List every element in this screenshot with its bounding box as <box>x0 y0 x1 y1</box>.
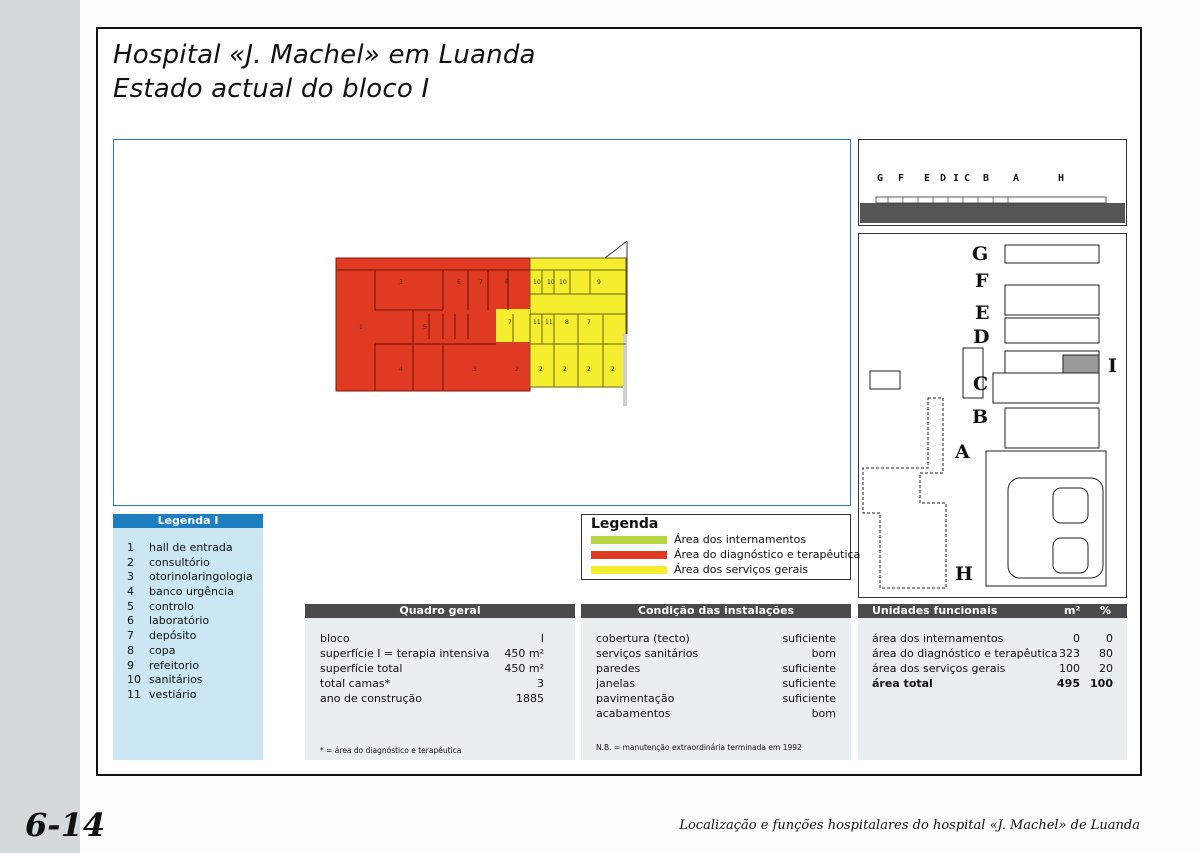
qg-label: bloco <box>320 632 350 645</box>
room-number: 11 <box>545 319 553 326</box>
uf-pct: 20 <box>1099 662 1113 675</box>
elevation-letter: F <box>898 173 905 184</box>
area-label: Área dos serviços gerais <box>674 563 809 576</box>
unidades-col-m2: m² <box>1064 604 1081 617</box>
room-number: 2 <box>563 366 567 373</box>
elevation-letter: E <box>924 173 931 184</box>
legend-row: 6 laboratório <box>127 614 210 627</box>
site-label: H <box>955 563 973 585</box>
legend-row: 10 sanitários <box>127 673 203 686</box>
diagnostic-area-lower <box>496 342 516 388</box>
room-number: 1 <box>359 324 363 331</box>
uf-pct: 80 <box>1099 647 1113 660</box>
room-number: 2 <box>539 366 543 373</box>
uf-total-pct: 100 <box>1090 677 1113 690</box>
uf-m2: 323 <box>1059 647 1080 660</box>
site-label: G <box>972 243 989 265</box>
uf-m2: 0 <box>1073 632 1080 645</box>
uf-m2: 100 <box>1059 662 1080 675</box>
cond-value: suficiente <box>782 632 836 645</box>
elevation-ground <box>860 203 1125 223</box>
block-c <box>993 373 1099 403</box>
room-number: 10 <box>533 279 541 286</box>
room-number: 6 <box>457 279 461 286</box>
legend-row: 1 hall de entrada <box>127 541 233 554</box>
quadro-geral-title: Quadro geral <box>305 604 575 618</box>
area-swatch-internamentos <box>591 536 667 544</box>
page-title-line1: Hospital «J. Machel» em Luanda <box>113 40 536 70</box>
elevation-letter: D <box>940 173 947 184</box>
uf-total-label: área total <box>872 677 933 690</box>
cond-label: cobertura (tecto) <box>596 632 690 645</box>
page-title-line2: Estado actual do bloco I <box>113 74 430 104</box>
room-number: 7 <box>508 319 512 326</box>
area-label: Área dos internamentos <box>674 533 807 546</box>
area-legend-title: Legenda <box>591 516 659 532</box>
uf-total-m2: 495 <box>1057 677 1080 690</box>
cond-label: acabamentos <box>596 707 671 720</box>
cond-footnote: N.B. = manutenção extraordinária terminada em 1992 <box>596 743 802 752</box>
block-i-hatched <box>1063 355 1099 373</box>
page-number: 6-14 <box>25 806 106 844</box>
qg-label: total camas* <box>320 677 391 690</box>
elevation-letter: H <box>1058 173 1065 184</box>
floor-plan-drawing <box>113 139 851 506</box>
uf-label: área do diagnóstico e terapêutica <box>872 647 1058 660</box>
uf-label: área dos internamentos <box>872 632 1004 645</box>
cond-label: paredes <box>596 662 641 675</box>
unidades-header <box>858 604 1127 618</box>
room-number: 10 <box>559 279 567 286</box>
unidades-title: Unidades funcionais <box>872 604 998 617</box>
site-label: D <box>973 326 990 348</box>
uf-label: área dos serviços gerais <box>872 662 1006 675</box>
room-legend-title: Legenda I <box>113 514 263 528</box>
legend-row: 3 otorinolaringologia <box>127 570 253 583</box>
qg-label: superfície total <box>320 662 403 675</box>
legend-row: 2 consultório <box>127 556 210 569</box>
room-number: 2 <box>587 366 591 373</box>
site-label: I <box>1108 355 1117 377</box>
area-swatch-diagnostico <box>591 551 667 559</box>
room-number: 8 <box>565 319 569 326</box>
qg-footnote: * = área do diagnóstico e terapêutica <box>320 746 462 755</box>
site-label: E <box>975 302 990 324</box>
elevation-drawing <box>858 139 1127 226</box>
qg-value: I <box>540 632 544 645</box>
legend-row: 9 refeitorio <box>127 659 200 672</box>
elevation-letter: G <box>877 173 884 184</box>
area-label: Área do diagnóstico e terapêutica <box>674 548 861 561</box>
site-label: B <box>972 406 989 428</box>
block-f <box>1005 285 1099 315</box>
block-h-outline <box>863 398 946 588</box>
qg-value: 450 m² <box>504 647 544 660</box>
room-number: 4 <box>399 366 403 373</box>
room-number: 6 <box>505 279 509 286</box>
elevation-letter: B <box>983 173 990 184</box>
area-swatch-servicos <box>591 566 667 574</box>
legend-row: 4 banco urgência <box>127 585 234 598</box>
room-number: 7 <box>587 319 591 326</box>
site-label: A <box>955 441 970 463</box>
room-number: 11 <box>533 319 541 326</box>
cond-value: suficiente <box>782 662 836 675</box>
room-number: 10 <box>547 279 555 286</box>
site-plan-drawing <box>858 233 1127 598</box>
elevation-letter: I <box>953 173 960 184</box>
legend-row: 5 controlo <box>127 600 194 613</box>
room-number: 9 <box>597 279 601 286</box>
legend-row: 7 depósito <box>127 629 197 642</box>
cond-label: serviços sanitários <box>596 647 699 660</box>
room-number: 5 <box>423 324 427 331</box>
condicao-title: Condição das instalações <box>581 604 851 618</box>
room-number: 2 <box>611 366 615 373</box>
cond-value: bom <box>811 707 836 720</box>
block-b <box>1005 408 1099 448</box>
elevation-letter: A <box>1013 173 1020 184</box>
footer-caption: Localização e funções hospitalares do hospital «J. Machel» de Luanda <box>679 818 1140 833</box>
room-number: 7 <box>479 279 483 286</box>
cond-label: pavimentação <box>596 692 675 705</box>
site-label: F <box>975 270 989 292</box>
block-g <box>1005 245 1099 263</box>
elevation-letter: C <box>964 173 971 184</box>
legend-row: 11 vestiário <box>127 688 197 701</box>
uf-pct: 0 <box>1106 632 1113 645</box>
site-label: C <box>973 373 989 395</box>
block-e <box>1005 318 1099 343</box>
cond-value: bom <box>811 647 836 660</box>
qg-value: 1885 <box>516 692 544 705</box>
cond-label: janelas <box>596 677 636 690</box>
left-margin-strip <box>0 0 80 853</box>
unidades-col-pct: % <box>1100 604 1112 617</box>
qg-label: superfície I = terapia intensiva <box>320 647 490 660</box>
room-number: 2 <box>515 366 519 373</box>
legend-row: 8 copa <box>127 644 176 657</box>
qg-value: 450 m² <box>504 662 544 675</box>
qg-value: 3 <box>537 677 544 690</box>
cond-value: suficiente <box>782 692 836 705</box>
qg-label: ano de construção <box>320 692 422 705</box>
room-number: 3 <box>399 279 403 286</box>
cond-value: suficiente <box>782 677 836 690</box>
room-number: 3 <box>473 366 477 373</box>
